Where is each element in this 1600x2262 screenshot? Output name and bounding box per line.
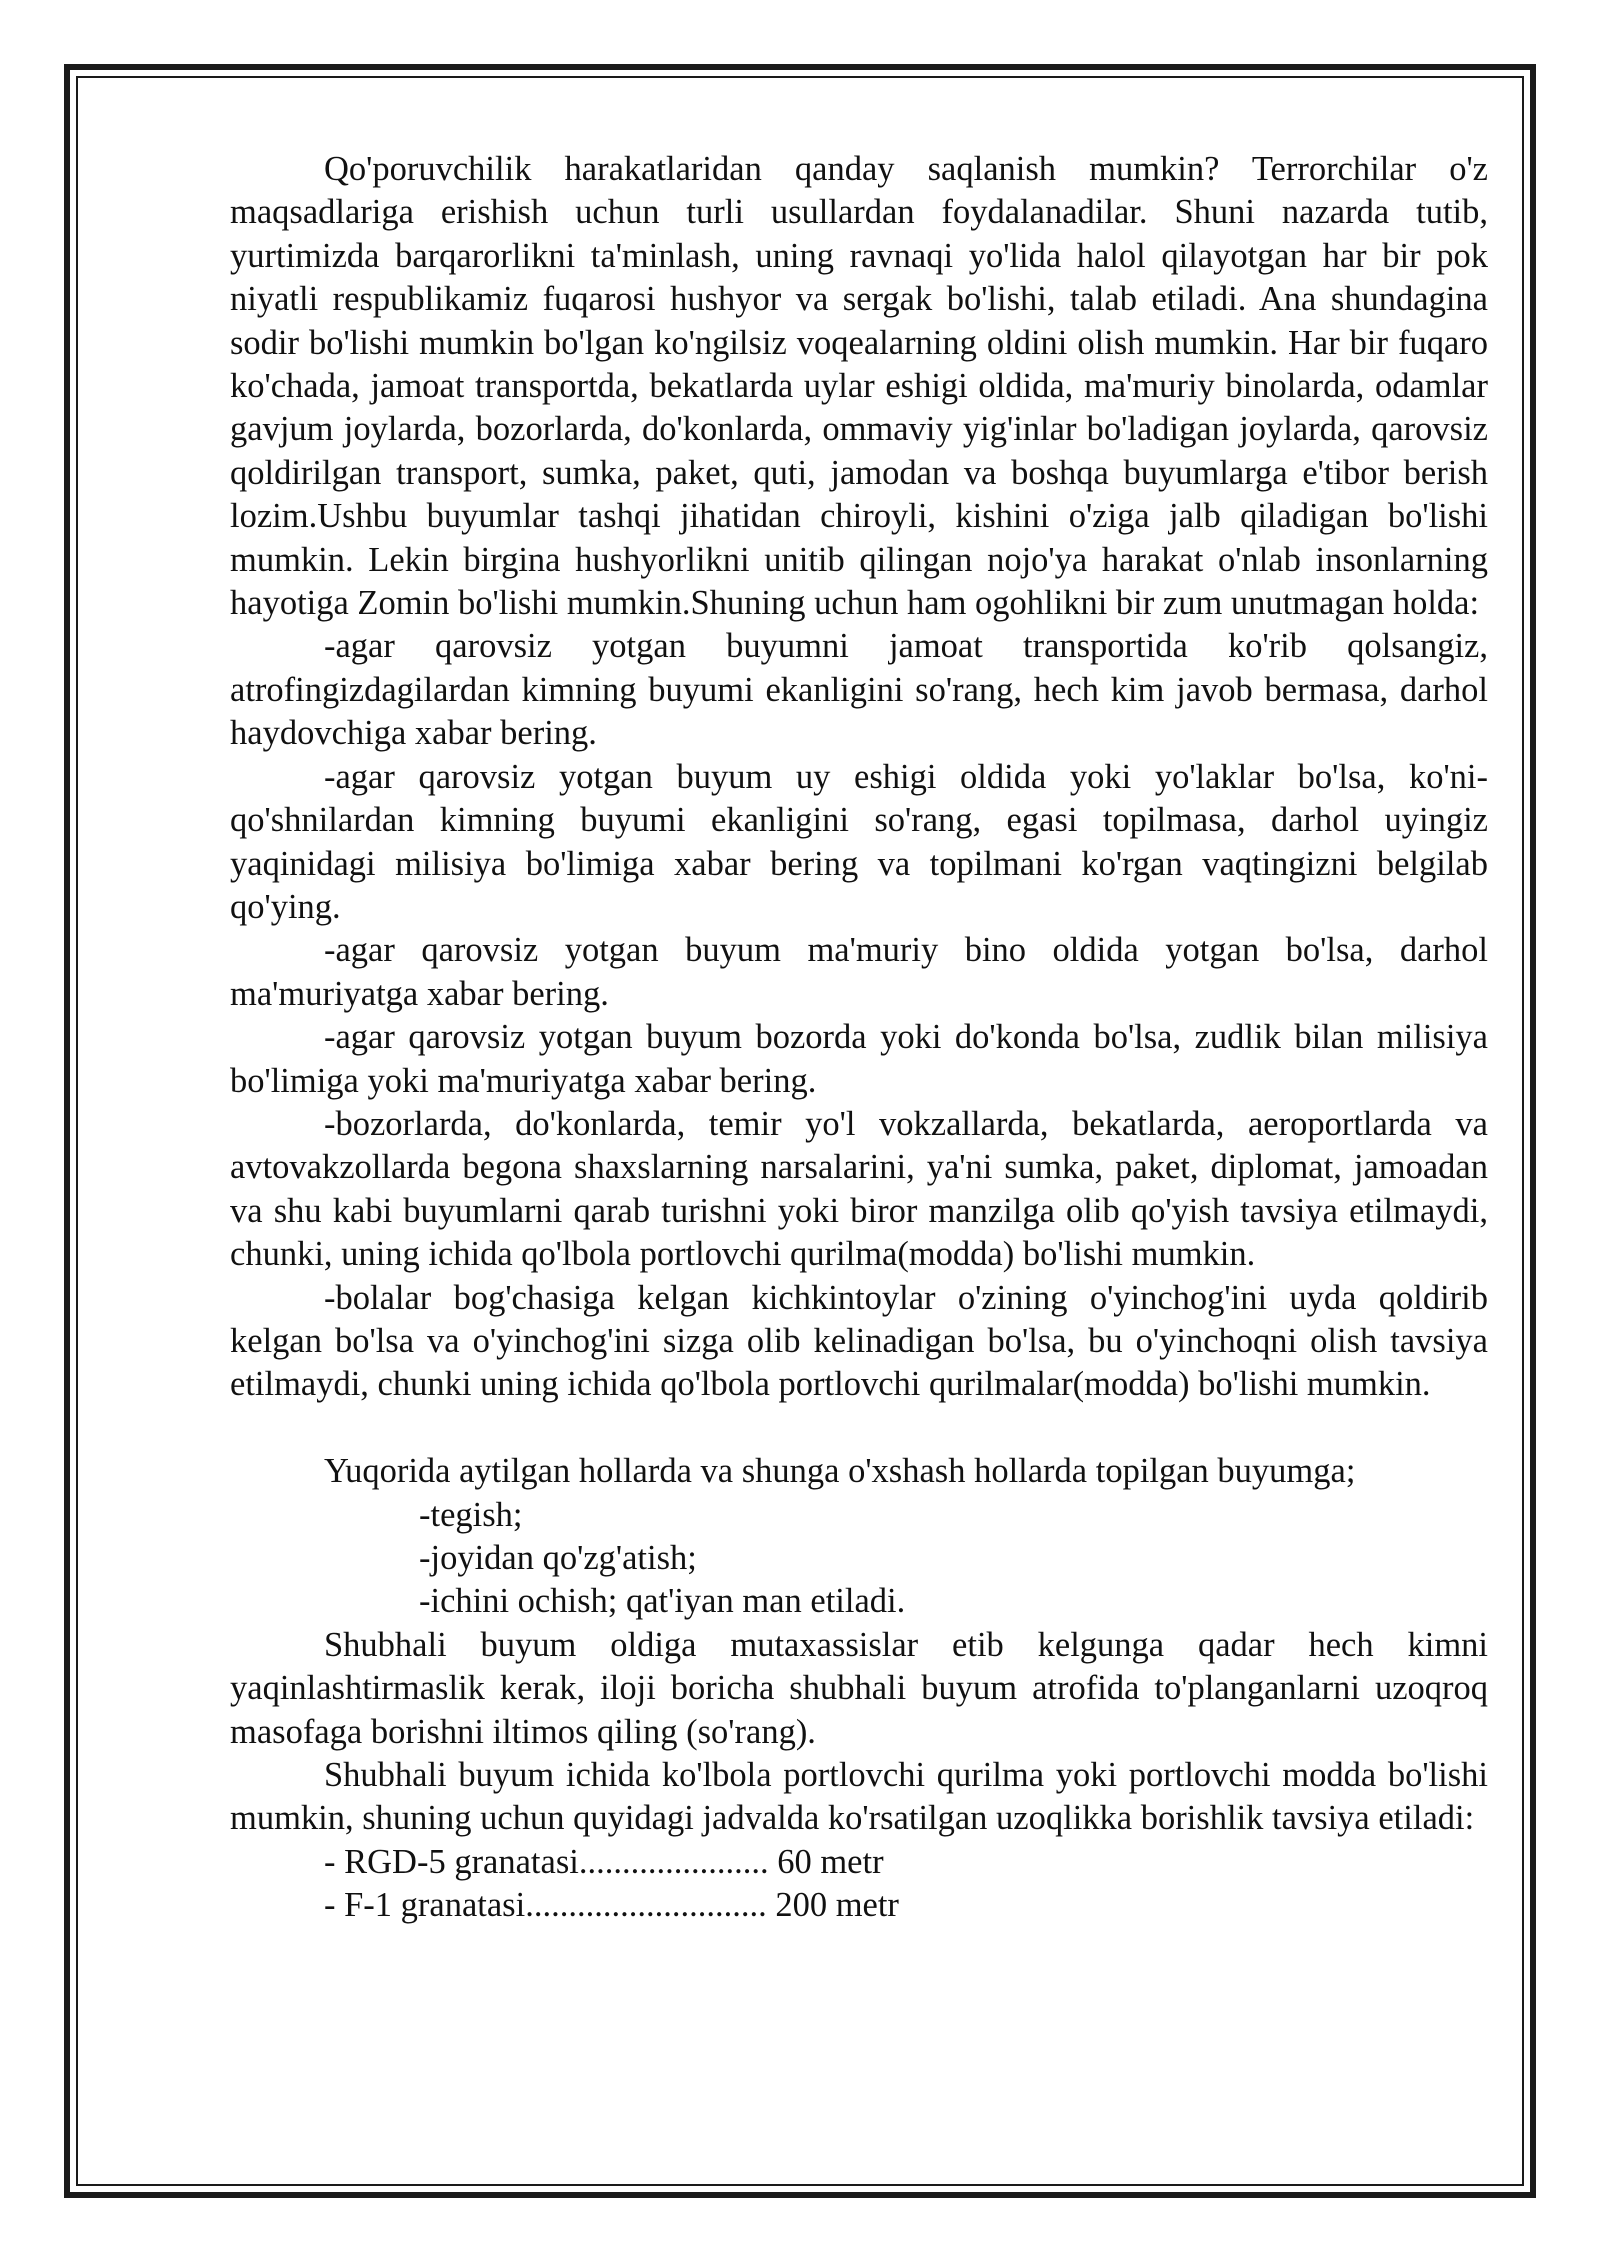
prohibition-item: -ichini ochish; qat'iyan man etiladi. bbox=[419, 1582, 906, 1621]
rule-transport: -agar qarovsiz yotgan buyumni jamoat transportida ko'rib qolsangiz, atrofingizdagilardan kimning buyumi ekanligini so'rang, hech kim javob bermasa, darhol haydovchiga xabar bering. bbox=[230, 627, 1488, 753]
prohibition-item: -tegish; bbox=[419, 1495, 523, 1534]
rule-kindergarten: -bolalar bog'chasiga kelgan kichkintoylar o'zining o'yinchog'ini uyda qoldirib kelgan bo'lsa va o'yinchog'ini sizga olib kelinadigan bo'lsa, bu o'yinchoqni olish tavsiya etilmaydi, chunki uning ichida qo'lbola portlovchi qurilmalar(modda) bo'lishi mumkin. bbox=[230, 1278, 1488, 1404]
rule-admin-building: -agar qarovsiz yotgan buyum ma'muriy bino oldida yotgan bo'lsa, darhol ma'muriyatga xabar bering. bbox=[230, 931, 1488, 1013]
distance-item-f1: - F-1 granatasi............................ 200 metr bbox=[324, 1886, 899, 1925]
rule-doorway: -agar qarovsiz yotgan buyum uy eshigi oldida yoki yo'laklar bo'lsa, ko'ni-qo'shnilardan kimning buyumi ekanligini so'rang, egasi topilmasa, darhol uyingiz yaqinidagi milisiya bo'limiga xabar bering va topilmani ko'rgan vaqtingizni belgilab qo'ying. bbox=[230, 757, 1488, 926]
rule-stations: -bozorlarda, do'konlarda, temir yo'l vokzallarda, bekatlarda, aeroportlarda va avtovakzollarda begona shaxslarning narsalarini, ya'ni sumka, paket, diplomat, jamoadan va shu kabi buyumlarni qarab turishni yoki biror manzilga olib qo'yish tavsiya etilmaydi, chunki, uning ichida qo'lbola portlovchi qurilma(modda) bo'lishi mumkin. bbox=[230, 1104, 1488, 1274]
intro-paragraph: Qo'poruvchilik harakatlaridan qanday saqlanish mumkin? Terrorchilar o'z maqsadlariga erishish uchun turli usullardan foydalanadilar. Shuni nazarda tutib, yurtimizda barqarorlikni ta'minlash, uning ravnaqi yo'lida halol qilayotgan har bir pok niyatli respublikamiz fuqarosi hushyor va sergak bo'lishi, talab etiladi. Ana shundagina sodir bo'lishi mumkin bo'lgan ko'ngilsiz voqealarning oldini olish mumkin. Har bir fuqaro ko'chada, jamoat transportda, bekatlarda uylar eshigi oldida, ma'muriy binolarda, odamlar gavjum joylarda, bozorlarda, do'konlarda, ommaviy yig'inlar bo'ladigan joylarda, qarovsiz qoldirilgan transport, sumka, paket, quti, jamodan va boshqa buyumlarga e'tibor berish lozim.Ushbu buyumlar tashqi jihatidan chiroyli, kishini o'ziga jalb qiladigan bo'lishi mumkin. Lekin birgina hushyorlikni unitib qilingan nojo'ya harakat o'nlab insonlarning hayotiga Zomin bo'lishi mumkin.Shuning uchun ham ogohlikni bir zum unutmagan holda: bbox=[230, 150, 1488, 623]
distance-table-intro: Shubhali buyum ichida ko'lbola portlovchi qurilma yoki portlovchi modda bo'lishi mumkin, shuning uchun quyidagi jadvalda ko'rsatilgan uzoqlikka borishlik tavsiya etiladi: bbox=[230, 1756, 1488, 1838]
distance-item-rgd5: - RGD-5 granatasi...................... 60 metr bbox=[324, 1842, 884, 1881]
keep-distance-paragraph: Shubhali buyum oldiga mutaxassislar etib kelgunga qadar hech kimni yaqinlashtirmaslik kerak, iloji boricha shubhali buyum atrofida to'planganlarni uzoqroq masofaga borishni iltimos qiling (so'rang). bbox=[230, 1625, 1488, 1751]
warning-intro: Yuqorida aytilgan hollarda va shunga o'xshash hollarda topilgan buyumga; bbox=[324, 1452, 1356, 1491]
rule-market-shop: -agar qarovsiz yotgan buyum bozorda yoki do'konda bo'lsa, zudlik bilan milisiya bo'limiga yoki ma'muriyatga xabar bering. bbox=[230, 1018, 1488, 1100]
document-body bbox=[230, 148, 1488, 1928]
prohibition-item: -joyidan qo'zg'atish; bbox=[419, 1538, 697, 1577]
